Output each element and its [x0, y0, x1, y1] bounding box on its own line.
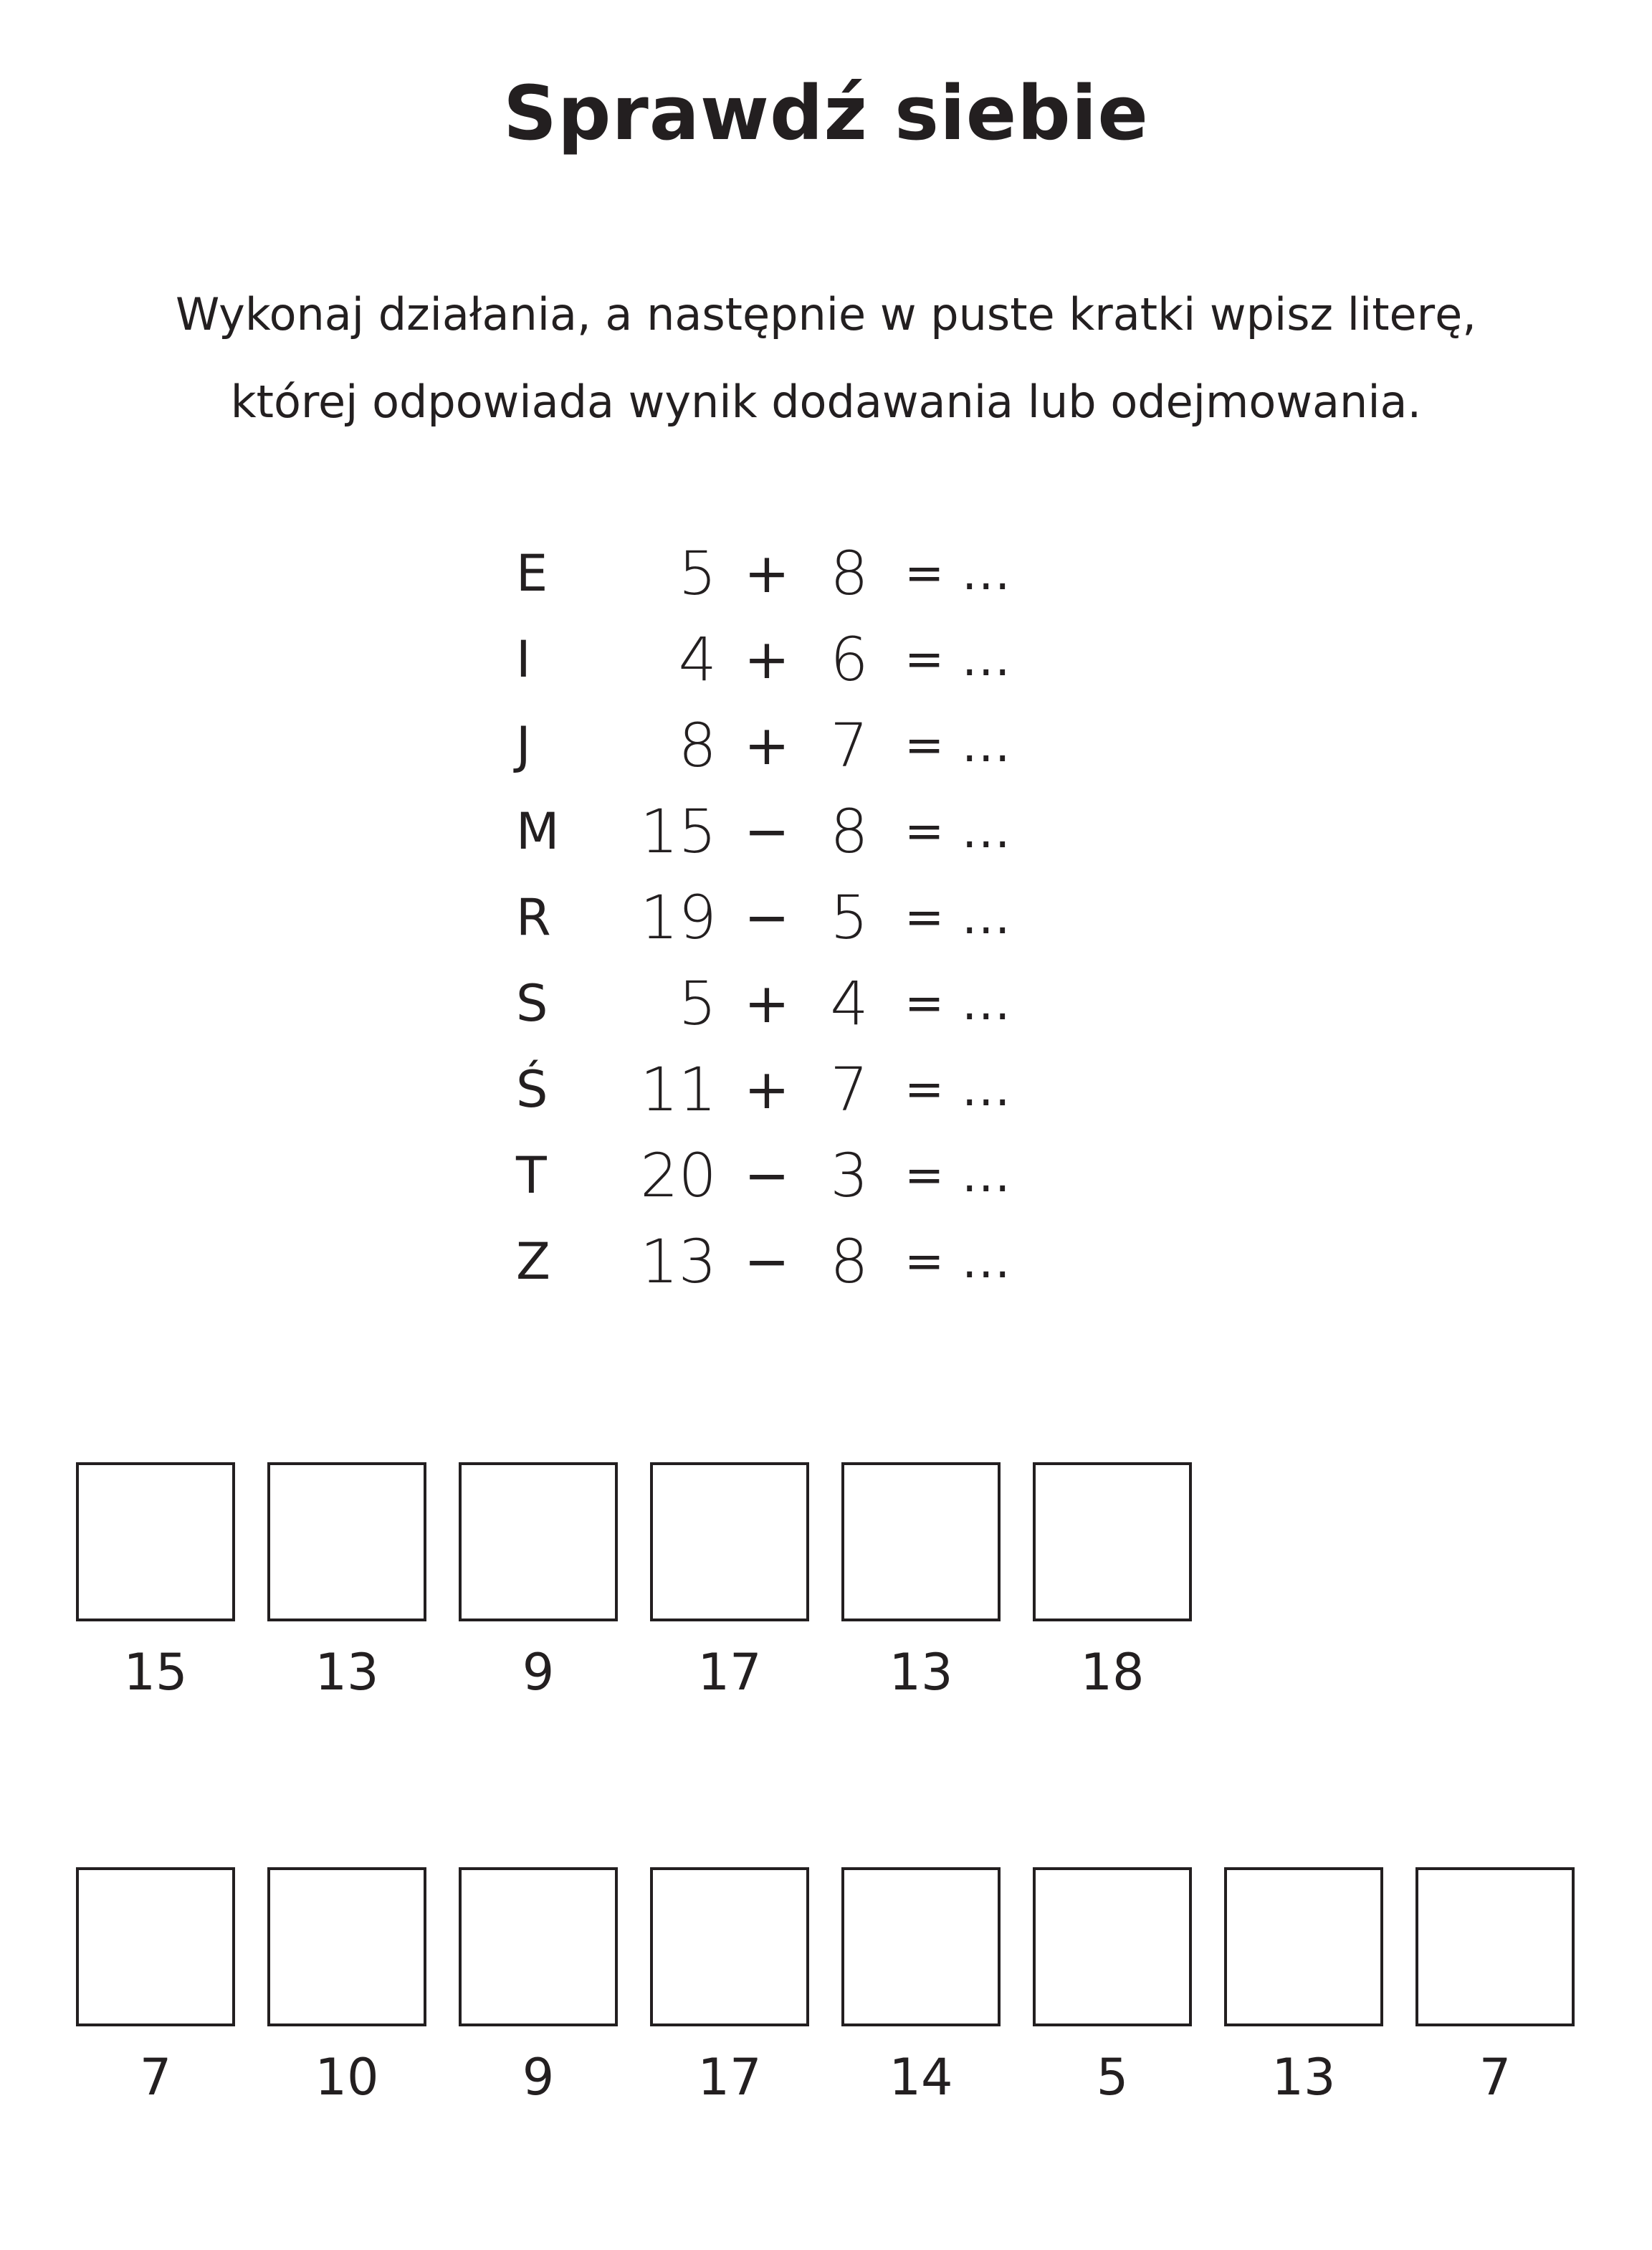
equation-operand-a: 5	[678, 968, 717, 1039]
equation-operand-a: 19	[640, 882, 717, 953]
equation-row	[0, 1226, 1652, 1297]
equation-row	[0, 710, 1652, 781]
equation-row	[0, 1054, 1652, 1125]
equation-operand-b: 7	[830, 1054, 869, 1125]
equation-row	[0, 968, 1652, 1039]
equation-operand-b: 8	[830, 796, 869, 867]
equation-row	[0, 624, 1652, 695]
equation-result-blank[interactable]: = ...	[904, 1062, 1012, 1117]
box-number-label: 9	[522, 2048, 555, 2107]
equation-result-blank[interactable]: = ...	[904, 804, 1012, 859]
letter-box[interactable]	[459, 1462, 618, 1621]
box-number-label: 13	[1271, 2048, 1336, 2107]
equation-operator: −	[744, 885, 790, 949]
equation-result-blank[interactable]: = ...	[904, 1148, 1012, 1203]
letter-box[interactable]	[650, 1867, 809, 2026]
letter-box[interactable]	[841, 1867, 1001, 2026]
equation-letter: T	[516, 1146, 547, 1205]
equation-operator: +	[744, 971, 790, 1035]
letter-box[interactable]	[1415, 1867, 1575, 2026]
equation-operand-a: 13	[640, 1226, 717, 1297]
page-title: Sprawdź siebie	[503, 70, 1149, 157]
equation-row	[0, 796, 1652, 867]
letter-box[interactable]	[650, 1462, 809, 1621]
equation-result-blank[interactable]: = ...	[904, 631, 1012, 687]
equation-operand-a: 4	[678, 624, 717, 695]
letter-box[interactable]	[459, 1867, 618, 2026]
equation-letter: R	[516, 888, 551, 947]
equation-operator: +	[744, 713, 790, 777]
equation-letter: Ś	[516, 1060, 548, 1119]
equation-operator: +	[744, 541, 790, 605]
equation-letter: J	[516, 716, 531, 775]
equation-letter: Z	[516, 1232, 550, 1291]
box-number-label: 13	[315, 1643, 379, 1702]
equation-operand-b: 8	[830, 538, 869, 609]
equation-operand-a: 11	[640, 1054, 717, 1125]
equation-operator: +	[744, 627, 790, 691]
equation-operand-a: 5	[678, 538, 717, 609]
equation-operand-b: 6	[830, 624, 869, 695]
equation-operand-a: 15	[640, 796, 717, 867]
box-number-label: 9	[522, 1643, 555, 1702]
box-number-label: 17	[697, 2048, 762, 2107]
equation-result-blank[interactable]: = ...	[904, 545, 1012, 601]
box-number-label: 10	[315, 2048, 379, 2107]
box-number-label: 18	[1080, 1643, 1145, 1702]
box-number-label: 5	[1096, 2048, 1129, 2107]
equation-row	[0, 538, 1652, 609]
letter-box[interactable]	[1224, 1867, 1383, 2026]
equation-result-blank[interactable]: = ...	[904, 890, 1012, 945]
equation-letter: E	[516, 544, 548, 603]
box-number-label: 13	[889, 1643, 953, 1702]
equation-row	[0, 882, 1652, 953]
equation-operand-a: 20	[640, 1140, 717, 1211]
equation-operand-a: 8	[678, 710, 717, 781]
equation-letter: S	[516, 974, 548, 1033]
equation-row	[0, 1140, 1652, 1211]
letter-box[interactable]	[267, 1867, 426, 2026]
equation-operand-b: 8	[830, 1226, 869, 1297]
box-number-label: 15	[123, 1643, 188, 1702]
equation-operand-b: 7	[830, 710, 869, 781]
equation-operator: −	[744, 1229, 790, 1293]
letter-box[interactable]	[76, 1867, 235, 2026]
box-number-label: 7	[1479, 2048, 1512, 2107]
box-number-label: 17	[697, 1643, 762, 1702]
equation-operator: −	[744, 1143, 790, 1207]
equation-result-blank[interactable]: = ...	[904, 1234, 1012, 1289]
box-number-label: 7	[139, 2048, 172, 2107]
equation-operand-b: 3	[830, 1140, 869, 1211]
letter-box[interactable]	[1033, 1462, 1192, 1621]
equation-letter: I	[516, 630, 531, 689]
equation-letter: M	[516, 802, 560, 861]
box-number-label: 14	[889, 2048, 953, 2107]
equation-operand-b: 4	[830, 968, 869, 1039]
instructions-line-1: Wykonaj działania, a następnie w puste kratki wpisz literę,	[175, 288, 1477, 340]
instructions	[43, 271, 1609, 446]
equation-result-blank[interactable]: = ...	[904, 976, 1012, 1031]
instructions-line-2: której odpowiada wynik dodawania lub odejmowania.	[230, 376, 1422, 428]
equation-operator: +	[744, 1057, 790, 1121]
equation-operator: −	[744, 799, 790, 863]
letter-box[interactable]	[841, 1462, 1001, 1621]
letter-box[interactable]	[1033, 1867, 1192, 2026]
equation-operand-b: 5	[830, 882, 869, 953]
equation-result-blank[interactable]: = ...	[904, 718, 1012, 773]
letter-box[interactable]	[76, 1462, 235, 1621]
letter-box[interactable]	[267, 1462, 426, 1621]
